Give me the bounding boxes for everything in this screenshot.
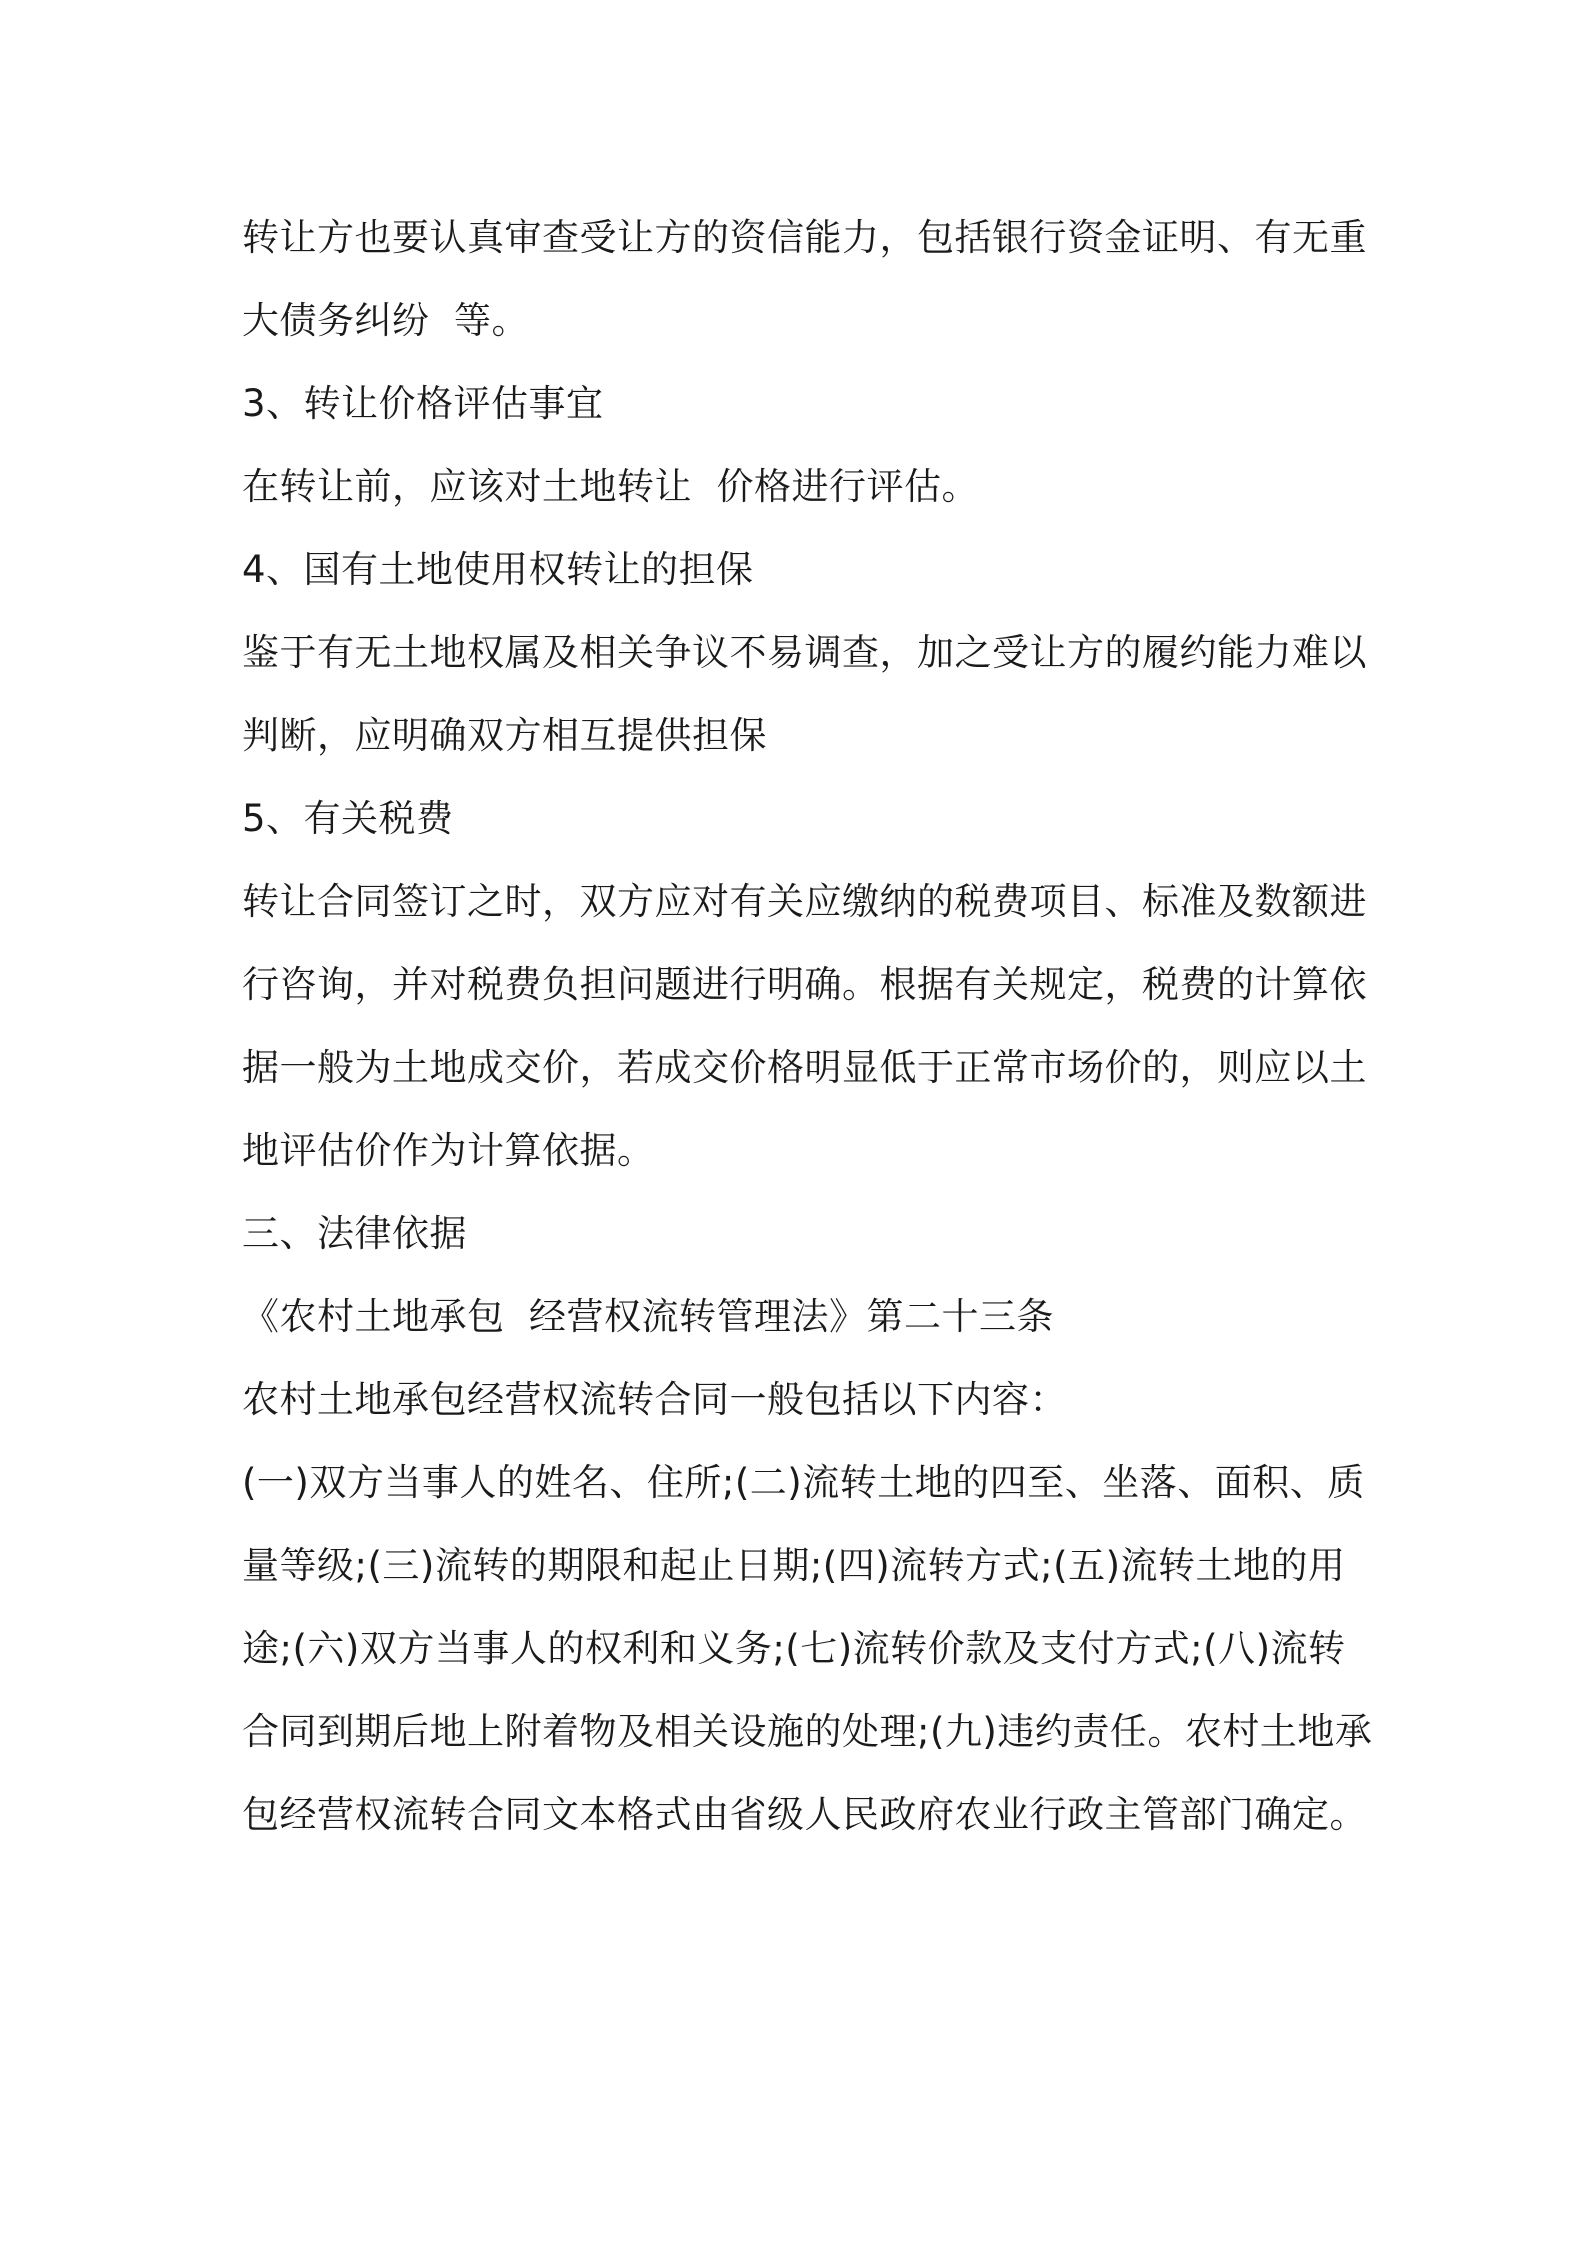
section-heading: 4、国有土地使用权转让的担保 — [242, 548, 754, 591]
text-line: 地评估价作为计算依据。 — [242, 1129, 655, 1172]
text-line: 鉴于有无土地权属及相关争议不易调查，加之受让方的履约能力难以 — [242, 631, 1367, 674]
text-line: (一)双方当事人的姓名、住所;(二)流转土地的四至、坐落、面积、质 — [242, 1461, 1365, 1504]
text-line: 包经营权流转合同文本格式由省级人民政府农业行政主管部门确定。 — [242, 1793, 1367, 1836]
text-line: 大债务纠纷 等。 — [242, 299, 530, 342]
text-line: 农村土地承包经营权流转合同一般包括以下内容： — [242, 1378, 1067, 1421]
text-line: 转让方也要认真审查受让方的资信能力，包括银行资金证明、有无重 — [242, 216, 1367, 259]
text-line: 合同到期后地上附着物及相关设施的处理;(九)违约责任。农村土地承 — [242, 1710, 1373, 1753]
law-citation: 《农村土地承包 经营权流转管理法》第二十三条 — [242, 1295, 1055, 1338]
section-heading: 3、转让价格评估事宜 — [242, 382, 604, 425]
section-heading: 5、有关税费 — [242, 797, 454, 840]
text-line: 量等级;(三)流转的期限和起止日期;(四)流转方式;(五)流转土地的用 — [242, 1544, 1346, 1587]
text-line: 途;(六)双方当事人的权利和义务;(七)流转价款及支付方式;(八)流转 — [242, 1627, 1346, 1670]
text-line: 据一般为土地成交价，若成交价格明显低于正常市场价的，则应以土 — [242, 1046, 1367, 1089]
text-line: 判断，应明确双方相互提供担保 — [242, 714, 767, 757]
section-heading: 三、法律依据 — [242, 1212, 467, 1255]
text-line: 行咨询，并对税费负担问题进行明确。根据有关规定，税费的计算依 — [242, 963, 1367, 1006]
text-line: 在转让前，应该对土地转让 价格进行评估。 — [242, 465, 980, 508]
text-line: 转让合同签订之时，双方应对有关应缴纳的税费项目、标准及数额进 — [242, 880, 1367, 923]
document-body — [242, 196, 1373, 1856]
